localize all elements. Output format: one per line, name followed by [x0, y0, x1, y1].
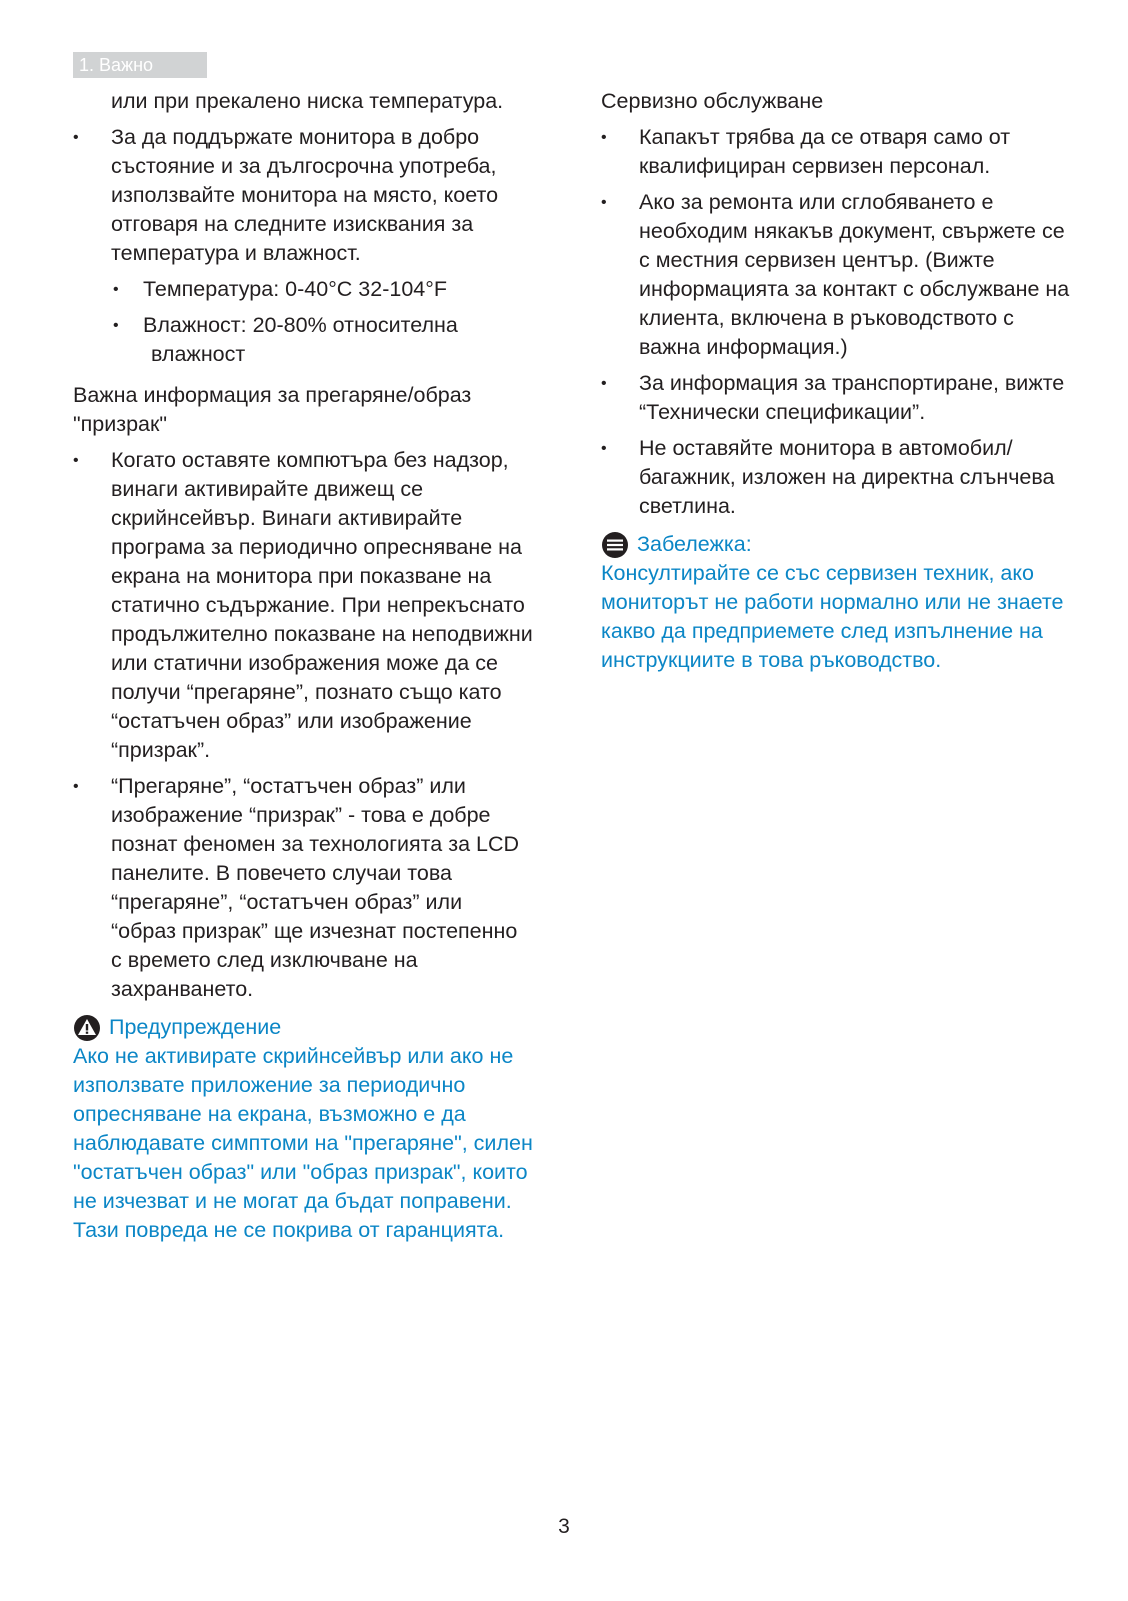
humidity-text: Влажност: 20-80% относителна	[143, 313, 458, 337]
bullet-mark: •	[601, 194, 607, 211]
humidity-text-cont: влажност	[151, 342, 246, 366]
bullet-mark: •	[73, 129, 79, 146]
list-item	[73, 311, 533, 369]
note-icon	[601, 531, 629, 559]
warning-text: Ако не активирате скрийнсейвър или ако не използвате приложение за периодично опресняване на екрана, възможно е да наблюдавате симптоми на "прегаряне", силен "остатъчен образ" или "образ призрак", които не изчезват и не могат да бъдат поправени. Тази повреда не се покрива от гаранцията.	[73, 1044, 533, 1242]
bullet-text: Не оставяйте монитора в автомобил/багажник, изложен на директна слънчева светлина.	[639, 436, 1055, 518]
bullet-text: За да поддържате монитора в добро състояние и за дългосрочна употреба, използвайте монитора на място, което отговаря на следните изисквания за температура и влажност.	[111, 125, 499, 265]
warning-title: Предупреждение	[109, 1015, 282, 1039]
warning-icon	[73, 1014, 101, 1042]
bullet-mark: •	[601, 129, 607, 146]
list-item	[601, 123, 1071, 181]
list-item	[601, 434, 1071, 521]
service-heading: Сервизно обслужване	[601, 89, 824, 113]
bullet-text: Капакът трябва да се отваря само от квалифициран сервизен персонал.	[639, 125, 1011, 178]
burn-in-heading: Важна информация за прегаряне/образ "призрак"	[73, 383, 472, 436]
bullet-mark: •	[113, 317, 119, 334]
burn-in-list	[73, 446, 533, 1004]
page-number: 3	[558, 1515, 570, 1538]
right-column	[601, 87, 1071, 675]
temperature-text: Температура: 0-40°C 32-104°F	[143, 277, 447, 301]
bullet-text: Когато оставяте компютъра без надзор, винаги активирайте движещ се скрийнсейвър. Винаги активирайте програма за периодично опресняване на екрана на монитора при показване на статично съдържание. При непрекъснато продължително показване на неподвижни или статични изображения може да се получи “прегаряне”, познато също като “остатъчен образ” или изображение “призрак”.	[111, 448, 533, 762]
bullet-text: За информация за транспортиране, вижте “Технически спецификации”.	[639, 371, 1065, 424]
list-item	[601, 369, 1071, 427]
note-heading	[601, 530, 1071, 559]
conditions-sublist	[73, 275, 533, 369]
bullet-mark: •	[113, 281, 119, 298]
list-item	[73, 446, 533, 765]
environment-list	[73, 123, 533, 268]
warning-heading	[73, 1013, 533, 1042]
bullet-mark: •	[601, 440, 607, 457]
intro-continuation: или при прекалено ниска температура.	[111, 89, 504, 113]
list-item	[601, 188, 1071, 362]
list-item	[73, 772, 533, 1004]
bullet-text: Ако за ремонта или сглобяването е необходим някакъв документ, свържете се с местния сервизен център. (Вижте информацията за контакт с обслужване на клиента, включена в ръководството с важна информация.)	[639, 190, 1070, 359]
bullet-text: “Прегаряне”, “остатъчен образ” или изображение “призрак” - това е добре познат феномен за технологията за LCD панелите. В повечето случаи това “прегаряне”, “остатъчен образ” или “образ призрак” ще изчезнат постепенно с времето след изключване на захранването.	[111, 774, 520, 1001]
left-column	[73, 87, 533, 1245]
bullet-mark: •	[73, 778, 79, 795]
note-text: Консултирайте се със сервизен техник, ако мониторът не работи нормално или не знаете какво да предприемете след изпълнение на инструкциите в това ръководство.	[601, 561, 1064, 672]
list-item	[73, 123, 533, 268]
list-item	[73, 275, 533, 304]
service-list	[601, 123, 1071, 521]
bullet-mark: •	[601, 375, 607, 392]
section-tab: 1. Важно	[73, 52, 207, 78]
note-title: Забележка:	[637, 532, 752, 556]
bullet-mark: •	[73, 452, 79, 469]
